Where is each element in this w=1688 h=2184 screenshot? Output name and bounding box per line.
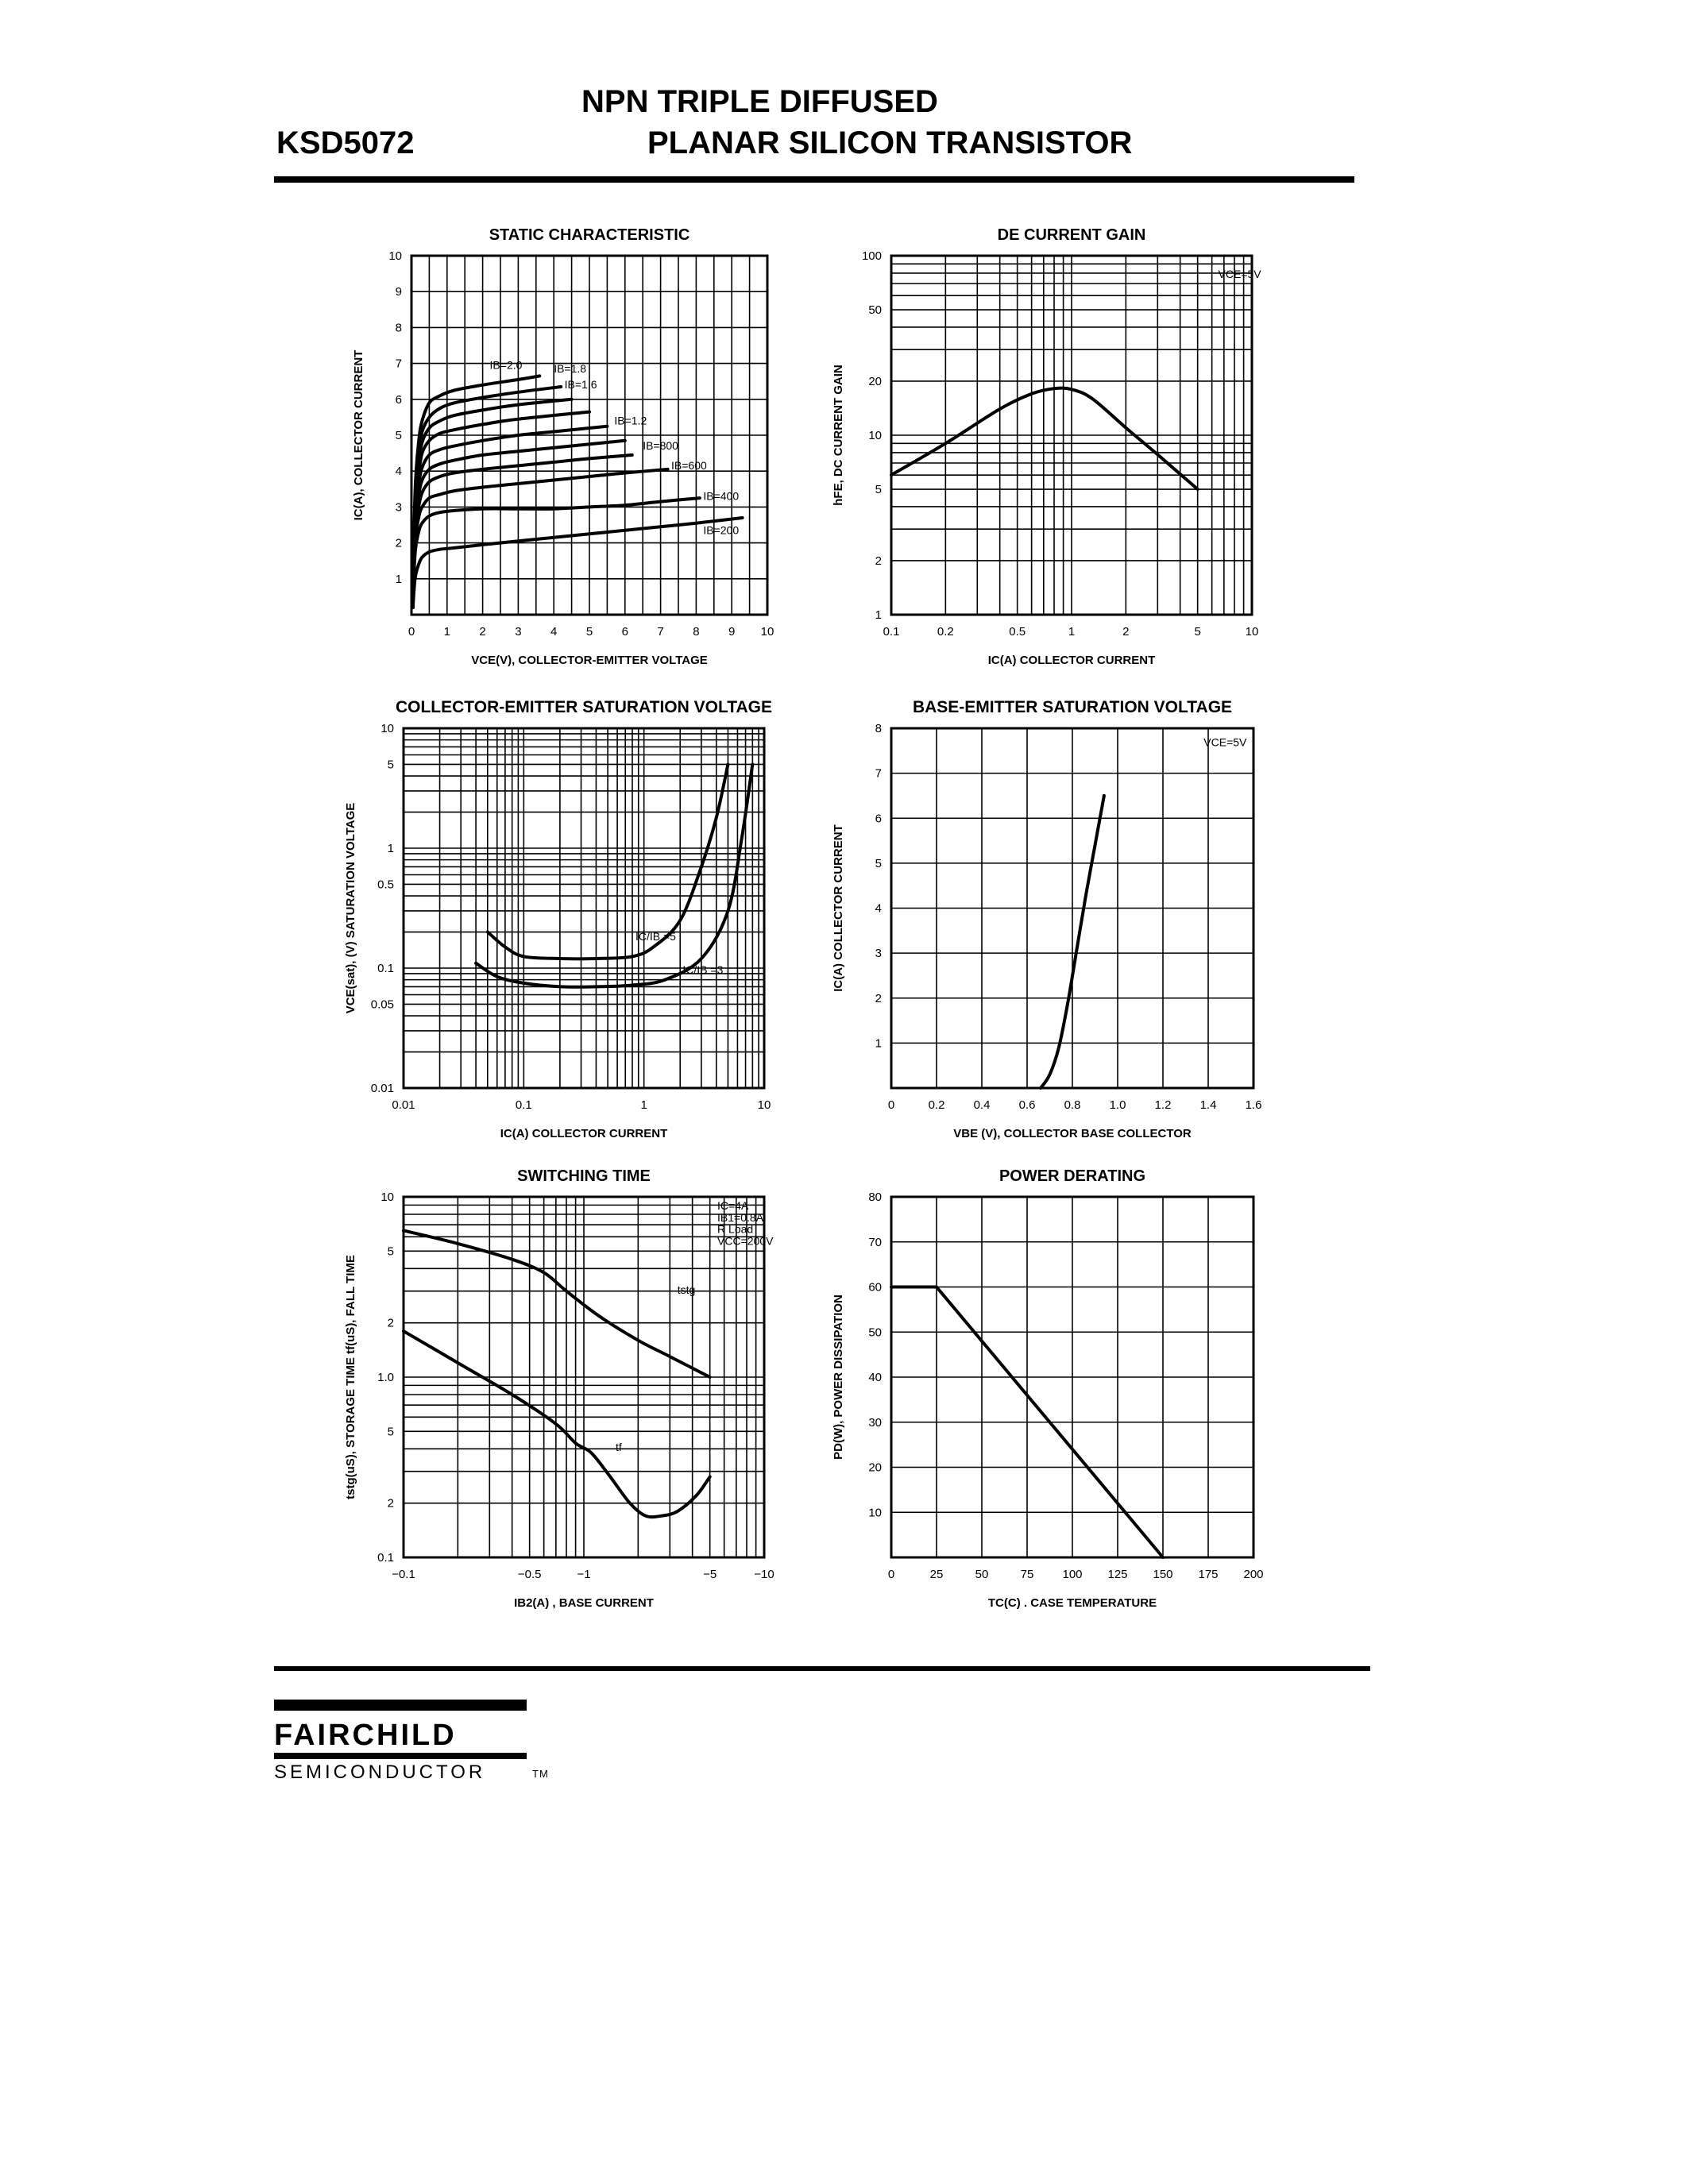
x-tick-label: 150 xyxy=(1153,1568,1173,1581)
chart-title: POWER DERATING xyxy=(999,1167,1146,1185)
y-tick-label: 5 xyxy=(387,758,394,772)
y-axis-label: PD(W), POWER DISSIPATION xyxy=(832,1295,845,1460)
x-tick-label: 1 xyxy=(1068,625,1076,639)
y-tick-label: 5 xyxy=(875,483,882,497)
y-tick-label: 10 xyxy=(868,1506,882,1520)
annotation-label: IB=400 xyxy=(703,489,740,503)
y-tick-label: 2 xyxy=(387,1316,394,1330)
x-tick-label: 9 xyxy=(728,625,736,639)
y-tick-label: 10 xyxy=(868,429,882,442)
title-line-2: PLANAR SILICON TRANSISTOR xyxy=(647,125,1133,160)
x-tick-label: 3 xyxy=(515,625,522,639)
y-tick-label: 5 xyxy=(387,1244,394,1259)
x-tick-label: 100 xyxy=(1062,1568,1083,1581)
x-tick-label: 0.6 xyxy=(1018,1098,1036,1112)
y-tick-label: 1 xyxy=(387,842,394,855)
y-axis-label: tstg(uS), STORAGE TIME tf(uS), FALL TIME xyxy=(344,1255,357,1499)
y-tick-label: 6 xyxy=(395,392,402,407)
y-tick-label: 2 xyxy=(395,536,402,550)
x-tick-label: 0.2 xyxy=(928,1098,945,1112)
x-tick-label: 0.01 xyxy=(392,1098,415,1112)
y-tick-label: 20 xyxy=(868,374,882,388)
x-tick-label: 0.4 xyxy=(973,1098,991,1112)
x-tick-label: 0.2 xyxy=(937,625,954,639)
footer-rule xyxy=(274,1666,1370,1671)
y-tick-label: 10 xyxy=(380,1190,394,1204)
y-tick-label: 1.0 xyxy=(377,1371,394,1384)
y-tick-label: 5 xyxy=(875,856,882,870)
y-tick-label: 0.01 xyxy=(370,1082,394,1095)
y-tick-label: 50 xyxy=(868,1325,882,1340)
y-tick-label: 10 xyxy=(380,722,394,735)
x-tick-label: 1 xyxy=(443,625,450,639)
x-tick-label: −5 xyxy=(703,1568,717,1581)
x-tick-label: 4 xyxy=(550,625,558,639)
x-tick-label: 200 xyxy=(1243,1568,1264,1581)
y-tick-label: 3 xyxy=(395,500,402,515)
annotation-label: IB=1.2 xyxy=(614,414,647,427)
y-tick-label: 1 xyxy=(395,572,402,586)
annotation-label: tf xyxy=(615,1440,622,1453)
y-axis-label: hFE, DC CURRENT GAIN xyxy=(832,365,845,506)
annotation-label: IB=800 xyxy=(643,439,678,453)
chart-title: BASE-EMITTER SATURATION VOLTAGE xyxy=(912,698,1233,716)
x-tick-label: 0 xyxy=(887,1568,895,1581)
annotation-label: IB=2.0 xyxy=(489,358,523,372)
x-tick-label: 10 xyxy=(1245,625,1259,639)
annotation-label: VCE=5V xyxy=(1203,735,1247,749)
logo-bar-bottom xyxy=(274,1753,527,1759)
x-tick-label: 125 xyxy=(1107,1568,1128,1581)
y-tick-label: 7 xyxy=(875,766,882,781)
x-tick-label: 5 xyxy=(585,625,593,639)
x-tick-label: 0.1 xyxy=(515,1098,532,1112)
annotation-label: IB1=0.8A xyxy=(717,1211,764,1225)
y-tick-label: 9 xyxy=(395,285,402,299)
y-tick-label: 70 xyxy=(868,1235,882,1249)
y-tick-label: 0.5 xyxy=(377,878,394,892)
x-axis-label: VBE (V), COLLECTOR BASE COLLECTOR xyxy=(953,1127,1192,1140)
y-tick-label: 2 xyxy=(387,1496,394,1511)
y-tick-label: 8 xyxy=(875,722,882,735)
chart-title: COLLECTOR-EMITTER SATURATION VOLTAGE xyxy=(395,698,773,716)
y-axis-label: VCE(sat), (V) SATURATION VOLTAGE xyxy=(344,802,357,1014)
y-tick-label: 100 xyxy=(861,249,882,263)
x-tick-label: 10 xyxy=(757,1098,771,1112)
y-tick-label: 80 xyxy=(868,1190,882,1204)
y-tick-label: 5 xyxy=(395,429,402,442)
logo-bar-top xyxy=(274,1700,527,1711)
y-axis-label: IC(A), COLLECTOR CURRENT xyxy=(352,349,365,521)
y-tick-label: 4 xyxy=(395,465,402,479)
y-tick-label: 0.1 xyxy=(377,1551,394,1565)
x-tick-label: 1.6 xyxy=(1245,1098,1262,1112)
x-tick-label: −0.5 xyxy=(517,1568,542,1581)
x-tick-label: 10 xyxy=(760,625,774,639)
x-tick-label: −0.1 xyxy=(392,1568,415,1581)
y-tick-label: 3 xyxy=(875,947,882,961)
x-tick-label: 1.0 xyxy=(1109,1098,1126,1112)
x-tick-label: 1.2 xyxy=(1154,1098,1172,1112)
annotation-label: IC=4A xyxy=(717,1199,749,1213)
x-tick-label: 1.4 xyxy=(1199,1098,1217,1112)
annotation-label: IB=200 xyxy=(703,523,740,537)
annotation-label: IC/IB =3 xyxy=(682,963,724,976)
y-tick-label: 0.1 xyxy=(377,962,394,975)
x-tick-label: 1 xyxy=(640,1098,647,1112)
y-tick-label: 6 xyxy=(875,812,882,826)
x-tick-label: 75 xyxy=(1020,1568,1034,1581)
annotation-label: tstg xyxy=(677,1283,696,1297)
annotation-label: IB=1.6 xyxy=(564,378,597,392)
chart-title: STATIC CHARACTERISTIC xyxy=(489,226,690,244)
x-tick-label: 2 xyxy=(479,625,486,639)
y-axis-label: IC(A) COLLECTOR CURRENT xyxy=(832,824,845,992)
y-tick-label: 7 xyxy=(395,357,402,371)
y-tick-label: 4 xyxy=(875,901,882,916)
x-tick-label: 0.8 xyxy=(1064,1098,1081,1112)
x-axis-label: IB2(A) , BASE CURRENT xyxy=(514,1596,654,1610)
y-tick-label: 5 xyxy=(387,1425,394,1439)
title-line-1: NPN TRIPLE DIFFUSED xyxy=(581,84,938,119)
y-tick-label: 10 xyxy=(388,249,402,263)
annotation-label: R Load xyxy=(717,1222,754,1236)
logo-subtitle: SEMICONDUCTOR xyxy=(274,1761,486,1783)
x-tick-label: 2 xyxy=(1122,625,1130,639)
x-tick-label: 175 xyxy=(1198,1568,1219,1581)
y-tick-label: 2 xyxy=(875,554,882,568)
x-tick-label: −1 xyxy=(577,1568,591,1581)
x-tick-label: 25 xyxy=(929,1568,944,1581)
annotation-label: VCE=5V xyxy=(1218,268,1261,281)
annotation-label: IB=1.8 xyxy=(554,361,587,375)
x-tick-label: 0 xyxy=(408,625,415,639)
y-tick-label: 60 xyxy=(868,1280,882,1295)
y-tick-label: 1 xyxy=(875,1036,882,1051)
y-tick-label: 30 xyxy=(868,1415,882,1430)
x-axis-label: TC(C) . CASE TEMPERATURE xyxy=(987,1596,1157,1610)
x-tick-label: 8 xyxy=(693,625,700,639)
y-tick-label: 40 xyxy=(868,1371,882,1384)
logo-name: FAIRCHILD xyxy=(274,1719,457,1752)
annotation-label: IB=600 xyxy=(671,458,707,472)
x-tick-label: −10 xyxy=(754,1568,774,1581)
x-axis-label: IC(A) COLLECTOR CURRENT xyxy=(987,654,1156,667)
annotation-label: IC/IB =5 xyxy=(635,930,676,943)
chart-title: SWITCHING TIME xyxy=(517,1167,651,1185)
x-tick-label: 0 xyxy=(887,1098,895,1112)
x-axis-label: VCE(V), COLLECTOR-EMITTER VOLTAGE xyxy=(471,654,708,667)
chart-title: DE CURRENT GAIN xyxy=(997,226,1146,244)
y-tick-label: 2 xyxy=(875,991,882,1005)
y-tick-label: 20 xyxy=(868,1461,882,1475)
x-tick-label: 6 xyxy=(621,625,628,639)
x-tick-label: 5 xyxy=(1194,625,1201,639)
x-tick-label: 0.5 xyxy=(1009,625,1026,639)
x-tick-label: 50 xyxy=(975,1568,989,1581)
x-tick-label: 0.1 xyxy=(883,625,900,639)
y-tick-label: 8 xyxy=(395,321,402,335)
y-tick-label: 50 xyxy=(868,303,882,318)
logo-trademark: TM xyxy=(532,1768,549,1780)
annotation-label: VCC=200V xyxy=(717,1234,774,1248)
x-tick-label: 7 xyxy=(657,625,664,639)
y-tick-label: 0.05 xyxy=(370,997,394,1012)
x-axis-label: IC(A) COLLECTOR CURRENT xyxy=(500,1127,668,1140)
y-tick-label: 1 xyxy=(875,608,882,622)
part-number: KSD5072 xyxy=(276,125,415,160)
